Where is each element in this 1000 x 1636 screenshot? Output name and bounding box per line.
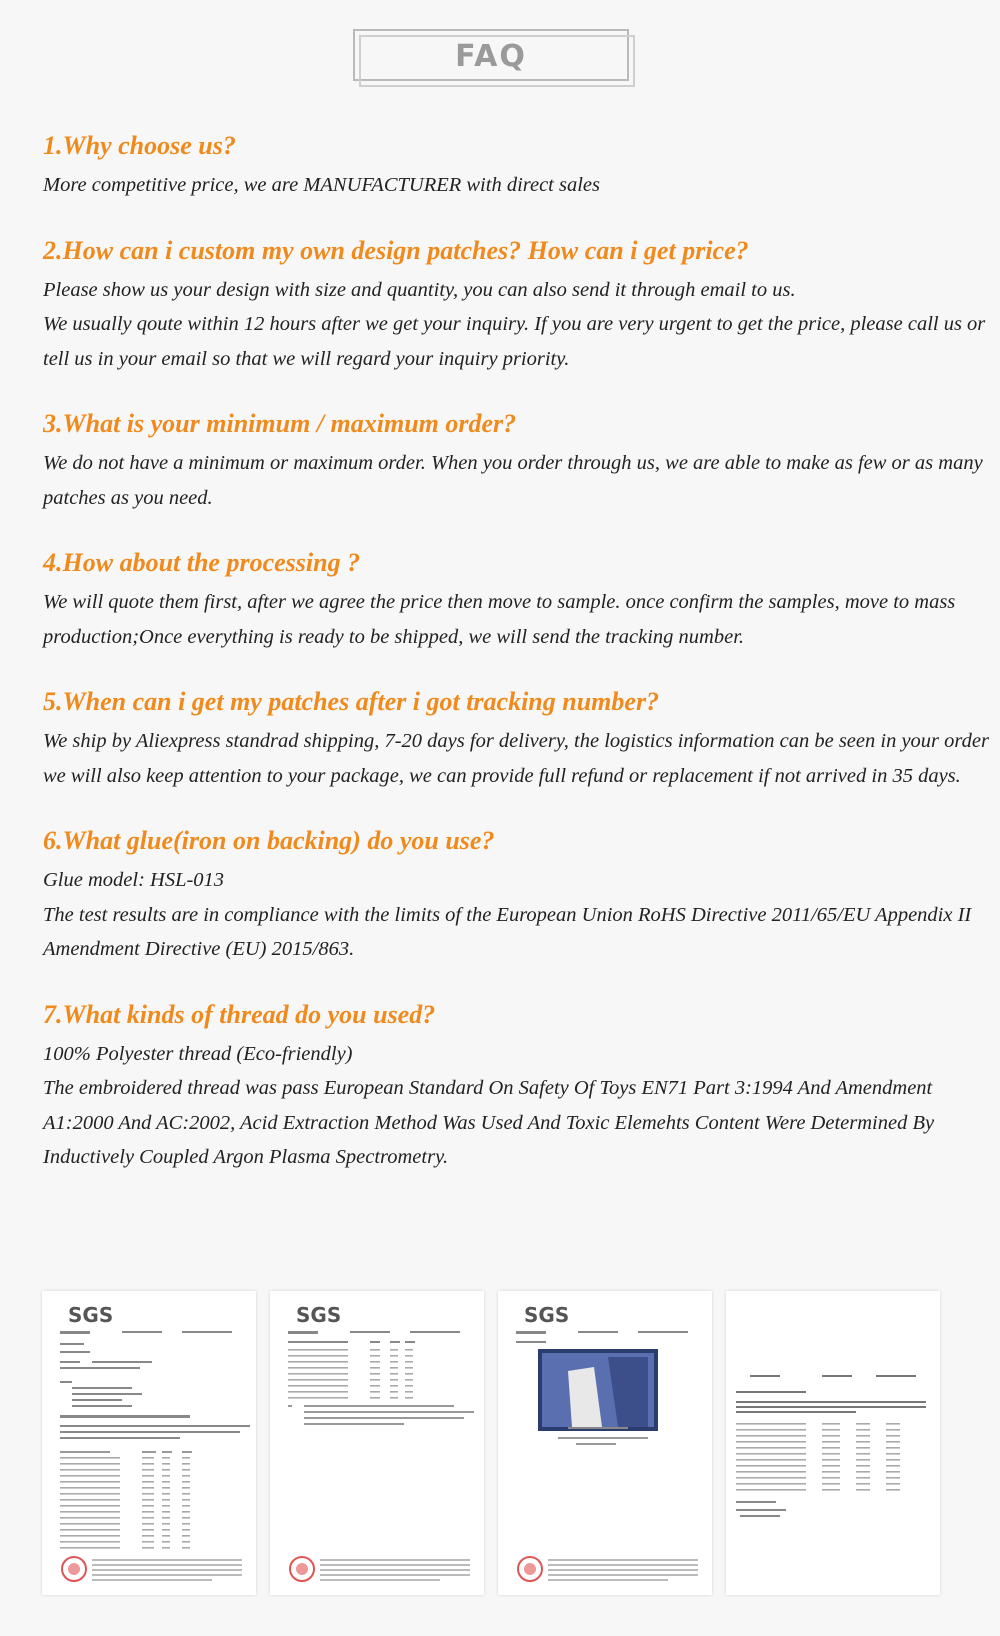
faq-item-6 [43,823,993,967]
faq-question: 5.When can i get my patches after i got tracking number? [43,687,660,716]
faq-answer: 100% Polyester thread (Eco-friendly) [43,1042,353,1065]
certificate-image-3 [498,1291,712,1595]
faq-item-2 [43,233,993,377]
sgs-logo: SGS [524,1303,570,1327]
report-page-graphic [498,1291,712,1595]
faq-answer: We will quote them first, after we agree the price then move to sample. once confirm the samples, move to mass production;Once everything is ready to be shipped, we will send the tracking number. [43,591,956,648]
report-page-graphic [726,1291,940,1595]
certificate-image-4 [726,1291,940,1595]
faq-list [43,128,993,1205]
faq-item-3 [43,406,993,515]
faq-item-7 [43,997,993,1175]
faq-answer: We do not have a minimum or maximum order. When you order through us, we are able to make as few or as many patches as you need. [43,452,983,509]
sgs-logo: SGS [296,1303,342,1327]
faq-item-4 [43,545,993,654]
faq-question: 3.What is your minimum / maximum order? [43,409,517,438]
faq-question: 7.What kinds of thread do you used? [43,999,436,1029]
faq-answer: The embroidered thread was pass European Standard On Safety Of Toys EN71 Part 3:1994 And Amendment A1:2000 And AC:2002, Acid Extraction Method Was Used And Toxic Elemehts Content Were Determined By Inductively Coupled Argon Plasma Spectrometry. [43,1077,935,1168]
faq-question: 1.Why choose us? [43,131,236,160]
faq-item-1 [43,128,993,203]
faq-question: 4.How about the processing ? [43,548,361,577]
report-page-graphic [270,1291,484,1595]
faq-item-5 [43,684,993,793]
faq-question: 6.What glue(iron on backing) do you use? [43,826,495,855]
faq-question: 2.How can i custom my own design patches? How can i get price? [43,235,749,265]
faq-answer: More competitive price, we are MANUFACTURER with direct sales [43,174,601,196]
certificate-image-1 [42,1291,256,1595]
faq-answer: we will also keep attention to your package, we can provide full refund or replacement if not arrived in 35 days. [43,764,961,787]
page-title: FAQ [455,39,527,74]
faq-answer: Glue model: HSL-013 [43,869,225,891]
certificate-gallery [42,1291,942,1595]
faq-answer: The test results are in compliance with the limits of the European Union RoHS Directive 2011/65/EU Appendix II Amendment Directive (EU) 2015/863. [43,903,972,960]
faq-answer: We ship by Aliexpress standrad shipping, 7-20 days for delivery, the logistics information can be seen in your order [43,730,989,752]
certificate-image-2 [270,1291,484,1595]
faq-answer: We usually qoute within 12 hours after we get your inquiry. If you are very urgent to get the price, please call us or tell us in your email so that we will regard your inquiry priority. [43,313,986,370]
faq-header-box [353,29,629,81]
report-page-graphic [42,1291,256,1595]
faq-answer: Please show us your design with size and quantity, you can also send it through email to us. [43,278,796,301]
sgs-logo: SGS [68,1303,114,1327]
